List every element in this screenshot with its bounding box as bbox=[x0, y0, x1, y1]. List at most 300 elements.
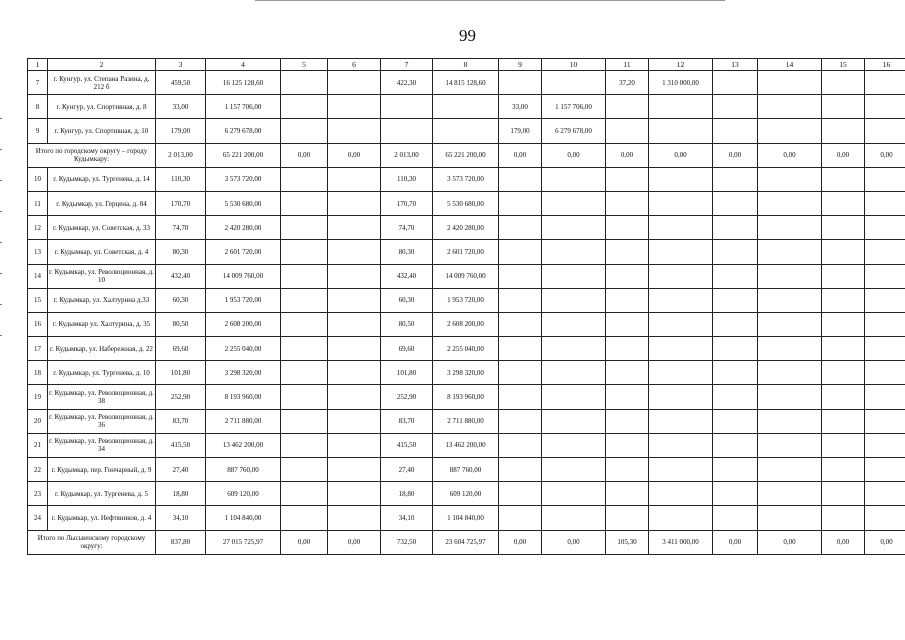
cell-col-8: 2 255 040,00 bbox=[433, 337, 499, 361]
cell-col-10 bbox=[542, 433, 606, 457]
cell-col-10 bbox=[542, 240, 606, 264]
cell-col-6 bbox=[328, 216, 381, 240]
cell-col-4: 2 711 880,00 bbox=[206, 409, 281, 433]
cell-col-7: 422,30 bbox=[381, 71, 433, 95]
cell-col-9 bbox=[499, 240, 542, 264]
cell-col-4: 2 608 200,00 bbox=[206, 312, 281, 336]
cell-col-13: 0,00 bbox=[713, 530, 758, 554]
table-row bbox=[28, 337, 905, 361]
address-cell: г. Кудымкар, ул. Халтурина д.33 bbox=[48, 288, 156, 312]
row-number: 21 bbox=[28, 433, 48, 457]
column-number-15: 15 bbox=[822, 59, 865, 71]
cell-col-9 bbox=[499, 506, 542, 530]
cell-col-16 bbox=[865, 385, 905, 409]
row-number: 20 bbox=[28, 409, 48, 433]
cell-col-15 bbox=[822, 433, 865, 457]
total-label: Итого по Лысьвенскому городскому округу: bbox=[28, 530, 156, 554]
cell-col-3: 34,10 bbox=[156, 506, 206, 530]
cell-col-4: 5 530 680,00 bbox=[206, 191, 281, 215]
cell-col-7: 80,30 bbox=[381, 240, 433, 264]
cell-col-7: 69,60 bbox=[381, 337, 433, 361]
cell-col-13 bbox=[713, 119, 758, 143]
cell-col-13: 0,00 bbox=[713, 143, 758, 167]
cell-col-7: 252,90 bbox=[381, 385, 433, 409]
cell-col-3: 170,70 bbox=[156, 191, 206, 215]
cell-col-11 bbox=[606, 361, 649, 385]
cell-col-15: 0,00 bbox=[822, 143, 865, 167]
address-cell: г. Кудымкар, ул. Советская, д. 4 bbox=[48, 240, 156, 264]
cell-col-6 bbox=[328, 71, 381, 95]
cell-col-3: 27,40 bbox=[156, 458, 206, 482]
cell-col-14: 0,00 bbox=[758, 143, 822, 167]
cell-col-16 bbox=[865, 191, 905, 215]
cell-col-4: 609 120,00 bbox=[206, 482, 281, 506]
cell-col-3: 252,90 bbox=[156, 385, 206, 409]
cell-col-6 bbox=[328, 506, 381, 530]
cell-col-16 bbox=[865, 506, 905, 530]
row-number: 22 bbox=[28, 458, 48, 482]
address-cell: г. Кудымкар, ул. Революционная, д. 36 bbox=[48, 409, 156, 433]
cell-col-11 bbox=[606, 385, 649, 409]
cell-col-16 bbox=[865, 240, 905, 264]
column-number-11: 11 bbox=[606, 59, 649, 71]
cell-col-13 bbox=[713, 288, 758, 312]
table-row bbox=[28, 458, 905, 482]
cell-col-10 bbox=[542, 216, 606, 240]
cell-col-13 bbox=[713, 71, 758, 95]
cell-col-9 bbox=[499, 385, 542, 409]
cell-col-12 bbox=[649, 385, 713, 409]
cell-col-12 bbox=[649, 264, 713, 288]
column-number-4: 4 bbox=[206, 59, 281, 71]
cell-col-9 bbox=[499, 167, 542, 191]
cell-col-9 bbox=[499, 433, 542, 457]
cell-col-11 bbox=[606, 191, 649, 215]
cell-col-6 bbox=[328, 119, 381, 143]
cell-col-11 bbox=[606, 264, 649, 288]
address-cell: г. Кудымкар, ул. Тургенева, д. 14 bbox=[48, 167, 156, 191]
column-number-16: 16 bbox=[865, 59, 905, 71]
cell-col-7: 83,70 bbox=[381, 409, 433, 433]
cell-col-4: 2 255 040,00 bbox=[206, 337, 281, 361]
cell-col-4: 2 420 280,00 bbox=[206, 216, 281, 240]
cell-col-6 bbox=[328, 361, 381, 385]
cell-col-11 bbox=[606, 482, 649, 506]
cell-col-6 bbox=[328, 95, 381, 119]
cell-col-12 bbox=[649, 361, 713, 385]
cell-col-15 bbox=[822, 361, 865, 385]
cell-col-14 bbox=[758, 458, 822, 482]
cell-col-9 bbox=[499, 71, 542, 95]
table-row bbox=[28, 71, 905, 95]
cell-col-14 bbox=[758, 288, 822, 312]
cell-col-12 bbox=[649, 312, 713, 336]
cell-col-8: 14 009 760,00 bbox=[433, 264, 499, 288]
cell-col-8: 1 104 840,00 bbox=[433, 506, 499, 530]
cell-col-15 bbox=[822, 312, 865, 336]
cell-col-9: 0,00 bbox=[499, 143, 542, 167]
cell-col-8: 3 573 720,00 bbox=[433, 167, 499, 191]
cell-col-12 bbox=[649, 506, 713, 530]
cell-col-13 bbox=[713, 167, 758, 191]
cell-col-5 bbox=[281, 71, 328, 95]
cell-col-11 bbox=[606, 216, 649, 240]
row-number: 7 bbox=[28, 71, 48, 95]
cell-col-12 bbox=[649, 409, 713, 433]
address-cell: г. Кудымкар, ул. Революционная, д. 38 bbox=[48, 385, 156, 409]
cell-col-10 bbox=[542, 288, 606, 312]
cell-col-5: 0,00 bbox=[281, 143, 328, 167]
column-number-12: 12 bbox=[649, 59, 713, 71]
cell-col-16 bbox=[865, 433, 905, 457]
cell-col-14 bbox=[758, 167, 822, 191]
cell-col-13 bbox=[713, 458, 758, 482]
cell-col-15 bbox=[822, 240, 865, 264]
cell-col-10 bbox=[542, 191, 606, 215]
cell-col-16 bbox=[865, 482, 905, 506]
cell-col-4: 3 298 320,00 bbox=[206, 361, 281, 385]
cell-col-14 bbox=[758, 216, 822, 240]
column-number-7: 7 bbox=[381, 59, 433, 71]
cell-col-11 bbox=[606, 167, 649, 191]
cell-col-12: 0,00 bbox=[649, 143, 713, 167]
row-number: 13 bbox=[28, 240, 48, 264]
cell-col-8: 8 193 960,00 bbox=[433, 385, 499, 409]
cell-col-9 bbox=[499, 337, 542, 361]
address-cell: г. Кунгур, ул. Спортивная, д. 8 bbox=[48, 95, 156, 119]
cell-col-16: 0,00 bbox=[865, 530, 905, 554]
cell-col-8: 65 221 200,00 bbox=[433, 143, 499, 167]
cell-col-8: 2 711 880,00 bbox=[433, 409, 499, 433]
cell-col-12 bbox=[649, 119, 713, 143]
cell-col-4: 3 573 720,00 bbox=[206, 167, 281, 191]
cell-col-11 bbox=[606, 288, 649, 312]
cell-col-4: 14 009 760,00 bbox=[206, 264, 281, 288]
column-number-6: 6 bbox=[328, 59, 381, 71]
cell-col-6 bbox=[328, 191, 381, 215]
cell-col-4: 6 279 678,00 bbox=[206, 119, 281, 143]
column-number-14: 14 bbox=[758, 59, 822, 71]
cell-col-10 bbox=[542, 71, 606, 95]
cell-col-14 bbox=[758, 409, 822, 433]
column-number-10: 10 bbox=[542, 59, 606, 71]
cell-col-7: 60,30 bbox=[381, 288, 433, 312]
address-cell: г. Кунгур, ул. Степана Разина, д. 212 б bbox=[48, 71, 156, 95]
cell-col-14 bbox=[758, 506, 822, 530]
cell-col-9 bbox=[499, 458, 542, 482]
address-cell: г. Кунгур, ул. Спортивная, д. 10 bbox=[48, 119, 156, 143]
cell-col-13 bbox=[713, 312, 758, 336]
cell-col-7: 18,80 bbox=[381, 482, 433, 506]
cell-col-16 bbox=[865, 119, 905, 143]
cell-col-15 bbox=[822, 167, 865, 191]
cell-col-16 bbox=[865, 288, 905, 312]
total-row bbox=[28, 530, 905, 554]
cell-col-14 bbox=[758, 119, 822, 143]
cell-col-12 bbox=[649, 240, 713, 264]
cell-col-3: 459,50 bbox=[156, 71, 206, 95]
cell-col-12 bbox=[649, 95, 713, 119]
cell-col-3: 74,70 bbox=[156, 216, 206, 240]
cell-col-5 bbox=[281, 385, 328, 409]
cell-col-14: 0,00 bbox=[758, 530, 822, 554]
cell-col-15: 0,00 bbox=[822, 530, 865, 554]
cell-col-11 bbox=[606, 506, 649, 530]
address-cell: г. Кудымкар, ул. Тургенева, д. 5 bbox=[48, 482, 156, 506]
cell-col-14 bbox=[758, 312, 822, 336]
address-cell: г. Кудымкар, ул. Революционная, д. 10 bbox=[48, 264, 156, 288]
cell-col-10 bbox=[542, 409, 606, 433]
cell-col-11 bbox=[606, 240, 649, 264]
cell-col-9 bbox=[499, 264, 542, 288]
cell-col-4: 16 125 128,60 bbox=[206, 71, 281, 95]
cell-col-7: 732,50 bbox=[381, 530, 433, 554]
cell-col-5 bbox=[281, 409, 328, 433]
cell-col-3: 432,40 bbox=[156, 264, 206, 288]
cell-col-15 bbox=[822, 216, 865, 240]
cell-col-3: 33,00 bbox=[156, 95, 206, 119]
row-number: 23 bbox=[28, 482, 48, 506]
cell-col-11 bbox=[606, 337, 649, 361]
cell-col-10: 0,00 bbox=[542, 143, 606, 167]
table-row bbox=[28, 240, 905, 264]
cell-col-4: 2 601 720,00 bbox=[206, 240, 281, 264]
cell-col-6 bbox=[328, 337, 381, 361]
cell-col-3: 60,30 bbox=[156, 288, 206, 312]
cell-col-4: 65 221 200,00 bbox=[206, 143, 281, 167]
cell-col-15 bbox=[822, 385, 865, 409]
cell-col-14 bbox=[758, 337, 822, 361]
cell-col-12 bbox=[649, 288, 713, 312]
cell-col-12: 3 411 000,00 bbox=[649, 530, 713, 554]
cell-col-10 bbox=[542, 506, 606, 530]
page-number: 99 bbox=[459, 26, 476, 45]
cell-col-7: 80,50 bbox=[381, 312, 433, 336]
cell-col-6 bbox=[328, 312, 381, 336]
cell-col-3: 69,60 bbox=[156, 337, 206, 361]
row-number: 9 bbox=[28, 119, 48, 143]
column-number-5: 5 bbox=[281, 59, 328, 71]
cell-col-13 bbox=[713, 361, 758, 385]
cell-col-15 bbox=[822, 71, 865, 95]
cell-col-13 bbox=[713, 385, 758, 409]
table-row bbox=[28, 361, 905, 385]
cell-col-13 bbox=[713, 433, 758, 457]
cell-col-8: 2 608 200,00 bbox=[433, 312, 499, 336]
cell-col-6 bbox=[328, 385, 381, 409]
cell-col-15 bbox=[822, 95, 865, 119]
address-cell: г. Кудымкар ул. Халтурина, д. 35 bbox=[48, 312, 156, 336]
cell-col-13 bbox=[713, 216, 758, 240]
cell-col-7: 415,50 bbox=[381, 433, 433, 457]
cell-col-6: 0,00 bbox=[328, 143, 381, 167]
cell-col-10 bbox=[542, 482, 606, 506]
cell-col-3: 837,80 bbox=[156, 530, 206, 554]
cell-col-13 bbox=[713, 482, 758, 506]
cell-col-4: 1 157 706,00 bbox=[206, 95, 281, 119]
cell-col-15 bbox=[822, 506, 865, 530]
cell-col-6 bbox=[328, 167, 381, 191]
table-row bbox=[28, 506, 905, 530]
cell-col-12 bbox=[649, 433, 713, 457]
column-number-1: 1 bbox=[28, 59, 48, 71]
binding-edge-marks bbox=[0, 118, 3, 378]
cell-col-6 bbox=[328, 433, 381, 457]
cell-col-5 bbox=[281, 95, 328, 119]
cell-col-10 bbox=[542, 385, 606, 409]
cell-col-5: 0,00 bbox=[281, 530, 328, 554]
cell-col-14 bbox=[758, 95, 822, 119]
cell-col-16 bbox=[865, 264, 905, 288]
cell-col-13 bbox=[713, 337, 758, 361]
cell-col-12: 1 310 000,00 bbox=[649, 71, 713, 95]
cell-col-11 bbox=[606, 409, 649, 433]
cell-col-9 bbox=[499, 216, 542, 240]
cell-col-13 bbox=[713, 240, 758, 264]
cell-col-10 bbox=[542, 361, 606, 385]
row-number: 17 bbox=[28, 337, 48, 361]
cell-col-15 bbox=[822, 458, 865, 482]
top-rule bbox=[255, 0, 725, 1]
table-row bbox=[28, 482, 905, 506]
table-row bbox=[28, 119, 905, 143]
cell-col-16 bbox=[865, 337, 905, 361]
table-row bbox=[28, 167, 905, 191]
cell-col-8: 2 420 280,00 bbox=[433, 216, 499, 240]
cell-col-14 bbox=[758, 385, 822, 409]
cell-col-14 bbox=[758, 71, 822, 95]
cell-col-5 bbox=[281, 240, 328, 264]
cell-col-4: 27 015 725,97 bbox=[206, 530, 281, 554]
cell-col-7 bbox=[381, 95, 433, 119]
cell-col-13 bbox=[713, 409, 758, 433]
cell-col-6 bbox=[328, 409, 381, 433]
row-number: 24 bbox=[28, 506, 48, 530]
cell-col-8: 14 815 128,60 bbox=[433, 71, 499, 95]
cell-col-13 bbox=[713, 191, 758, 215]
cell-col-15 bbox=[822, 288, 865, 312]
address-cell: г. Кудымкар, ул. Советская, д. 33 bbox=[48, 216, 156, 240]
cell-col-9 bbox=[499, 482, 542, 506]
cell-col-12 bbox=[649, 337, 713, 361]
cell-col-5 bbox=[281, 433, 328, 457]
cell-col-8: 887 760,00 bbox=[433, 458, 499, 482]
cell-col-4: 8 193 960,00 bbox=[206, 385, 281, 409]
table-body bbox=[28, 59, 905, 555]
cell-col-6 bbox=[328, 288, 381, 312]
cell-col-13 bbox=[713, 95, 758, 119]
cell-col-9 bbox=[499, 191, 542, 215]
cell-col-4: 887 760,00 bbox=[206, 458, 281, 482]
cell-col-9 bbox=[499, 361, 542, 385]
cell-col-9: 0,00 bbox=[499, 530, 542, 554]
cell-col-5 bbox=[281, 264, 328, 288]
cell-col-15 bbox=[822, 191, 865, 215]
cell-col-9: 179,00 bbox=[499, 119, 542, 143]
address-cell: г. Кудымкар, ул. Герцена, д. 84 bbox=[48, 191, 156, 215]
cell-col-16 bbox=[865, 312, 905, 336]
cell-col-15 bbox=[822, 409, 865, 433]
cell-col-16 bbox=[865, 409, 905, 433]
cell-col-5 bbox=[281, 119, 328, 143]
cell-col-10 bbox=[542, 264, 606, 288]
cell-col-8 bbox=[433, 119, 499, 143]
column-number-3: 3 bbox=[156, 59, 206, 71]
cell-col-4: 1 104 840,00 bbox=[206, 506, 281, 530]
cell-col-8: 5 530 680,00 bbox=[433, 191, 499, 215]
cell-col-13 bbox=[713, 264, 758, 288]
cell-col-10 bbox=[542, 167, 606, 191]
cell-col-12 bbox=[649, 458, 713, 482]
address-cell: г. Кудымкар, ул. Набережная, д. 22 bbox=[48, 337, 156, 361]
cell-col-7: 34,10 bbox=[381, 506, 433, 530]
cell-col-7 bbox=[381, 119, 433, 143]
cell-col-8: 609 120,00 bbox=[433, 482, 499, 506]
cell-col-12 bbox=[649, 167, 713, 191]
cell-col-11: 0,00 bbox=[606, 143, 649, 167]
cell-col-14 bbox=[758, 361, 822, 385]
cell-col-14 bbox=[758, 191, 822, 215]
cell-col-11: 105,30 bbox=[606, 530, 649, 554]
cell-col-14 bbox=[758, 433, 822, 457]
cell-col-3: 179,00 bbox=[156, 119, 206, 143]
cell-col-3: 415,50 bbox=[156, 433, 206, 457]
cell-col-6 bbox=[328, 240, 381, 264]
cell-col-6 bbox=[328, 458, 381, 482]
cell-col-12 bbox=[649, 482, 713, 506]
cell-col-3: 2 013,00 bbox=[156, 143, 206, 167]
row-number: 19 bbox=[28, 385, 48, 409]
cell-col-10: 6 279 678,00 bbox=[542, 119, 606, 143]
cell-col-5 bbox=[281, 482, 328, 506]
cell-col-16 bbox=[865, 95, 905, 119]
row-number: 18 bbox=[28, 361, 48, 385]
cell-col-11 bbox=[606, 312, 649, 336]
address-cell: г. Кудымкар, ул. Тургенева, д. 10 bbox=[48, 361, 156, 385]
cell-col-8: 1 953 720,00 bbox=[433, 288, 499, 312]
cell-col-16 bbox=[865, 361, 905, 385]
cell-col-14 bbox=[758, 240, 822, 264]
cell-col-7: 2 013,00 bbox=[381, 143, 433, 167]
cell-col-10 bbox=[542, 458, 606, 482]
row-number: 15 bbox=[28, 288, 48, 312]
cell-col-3: 18,80 bbox=[156, 482, 206, 506]
total-row bbox=[28, 143, 905, 167]
column-number-13: 13 bbox=[713, 59, 758, 71]
cell-col-5 bbox=[281, 191, 328, 215]
cell-col-5 bbox=[281, 458, 328, 482]
cell-col-16 bbox=[865, 458, 905, 482]
cell-col-3: 80,30 bbox=[156, 240, 206, 264]
cell-col-14 bbox=[758, 482, 822, 506]
cell-col-5 bbox=[281, 288, 328, 312]
cell-col-9 bbox=[499, 312, 542, 336]
cell-col-7: 101,80 bbox=[381, 361, 433, 385]
row-number: 12 bbox=[28, 216, 48, 240]
cell-col-14 bbox=[758, 264, 822, 288]
cell-col-13 bbox=[713, 506, 758, 530]
cell-col-5 bbox=[281, 312, 328, 336]
cell-col-9: 33,00 bbox=[499, 95, 542, 119]
table-row bbox=[28, 409, 905, 433]
cell-col-4: 1 953 720,00 bbox=[206, 288, 281, 312]
cell-col-8: 23 604 725,97 bbox=[433, 530, 499, 554]
cell-col-3: 83,70 bbox=[156, 409, 206, 433]
cell-col-8: 13 462 200,00 bbox=[433, 433, 499, 457]
cell-col-9 bbox=[499, 409, 542, 433]
cell-col-16 bbox=[865, 216, 905, 240]
table-row bbox=[28, 191, 905, 215]
